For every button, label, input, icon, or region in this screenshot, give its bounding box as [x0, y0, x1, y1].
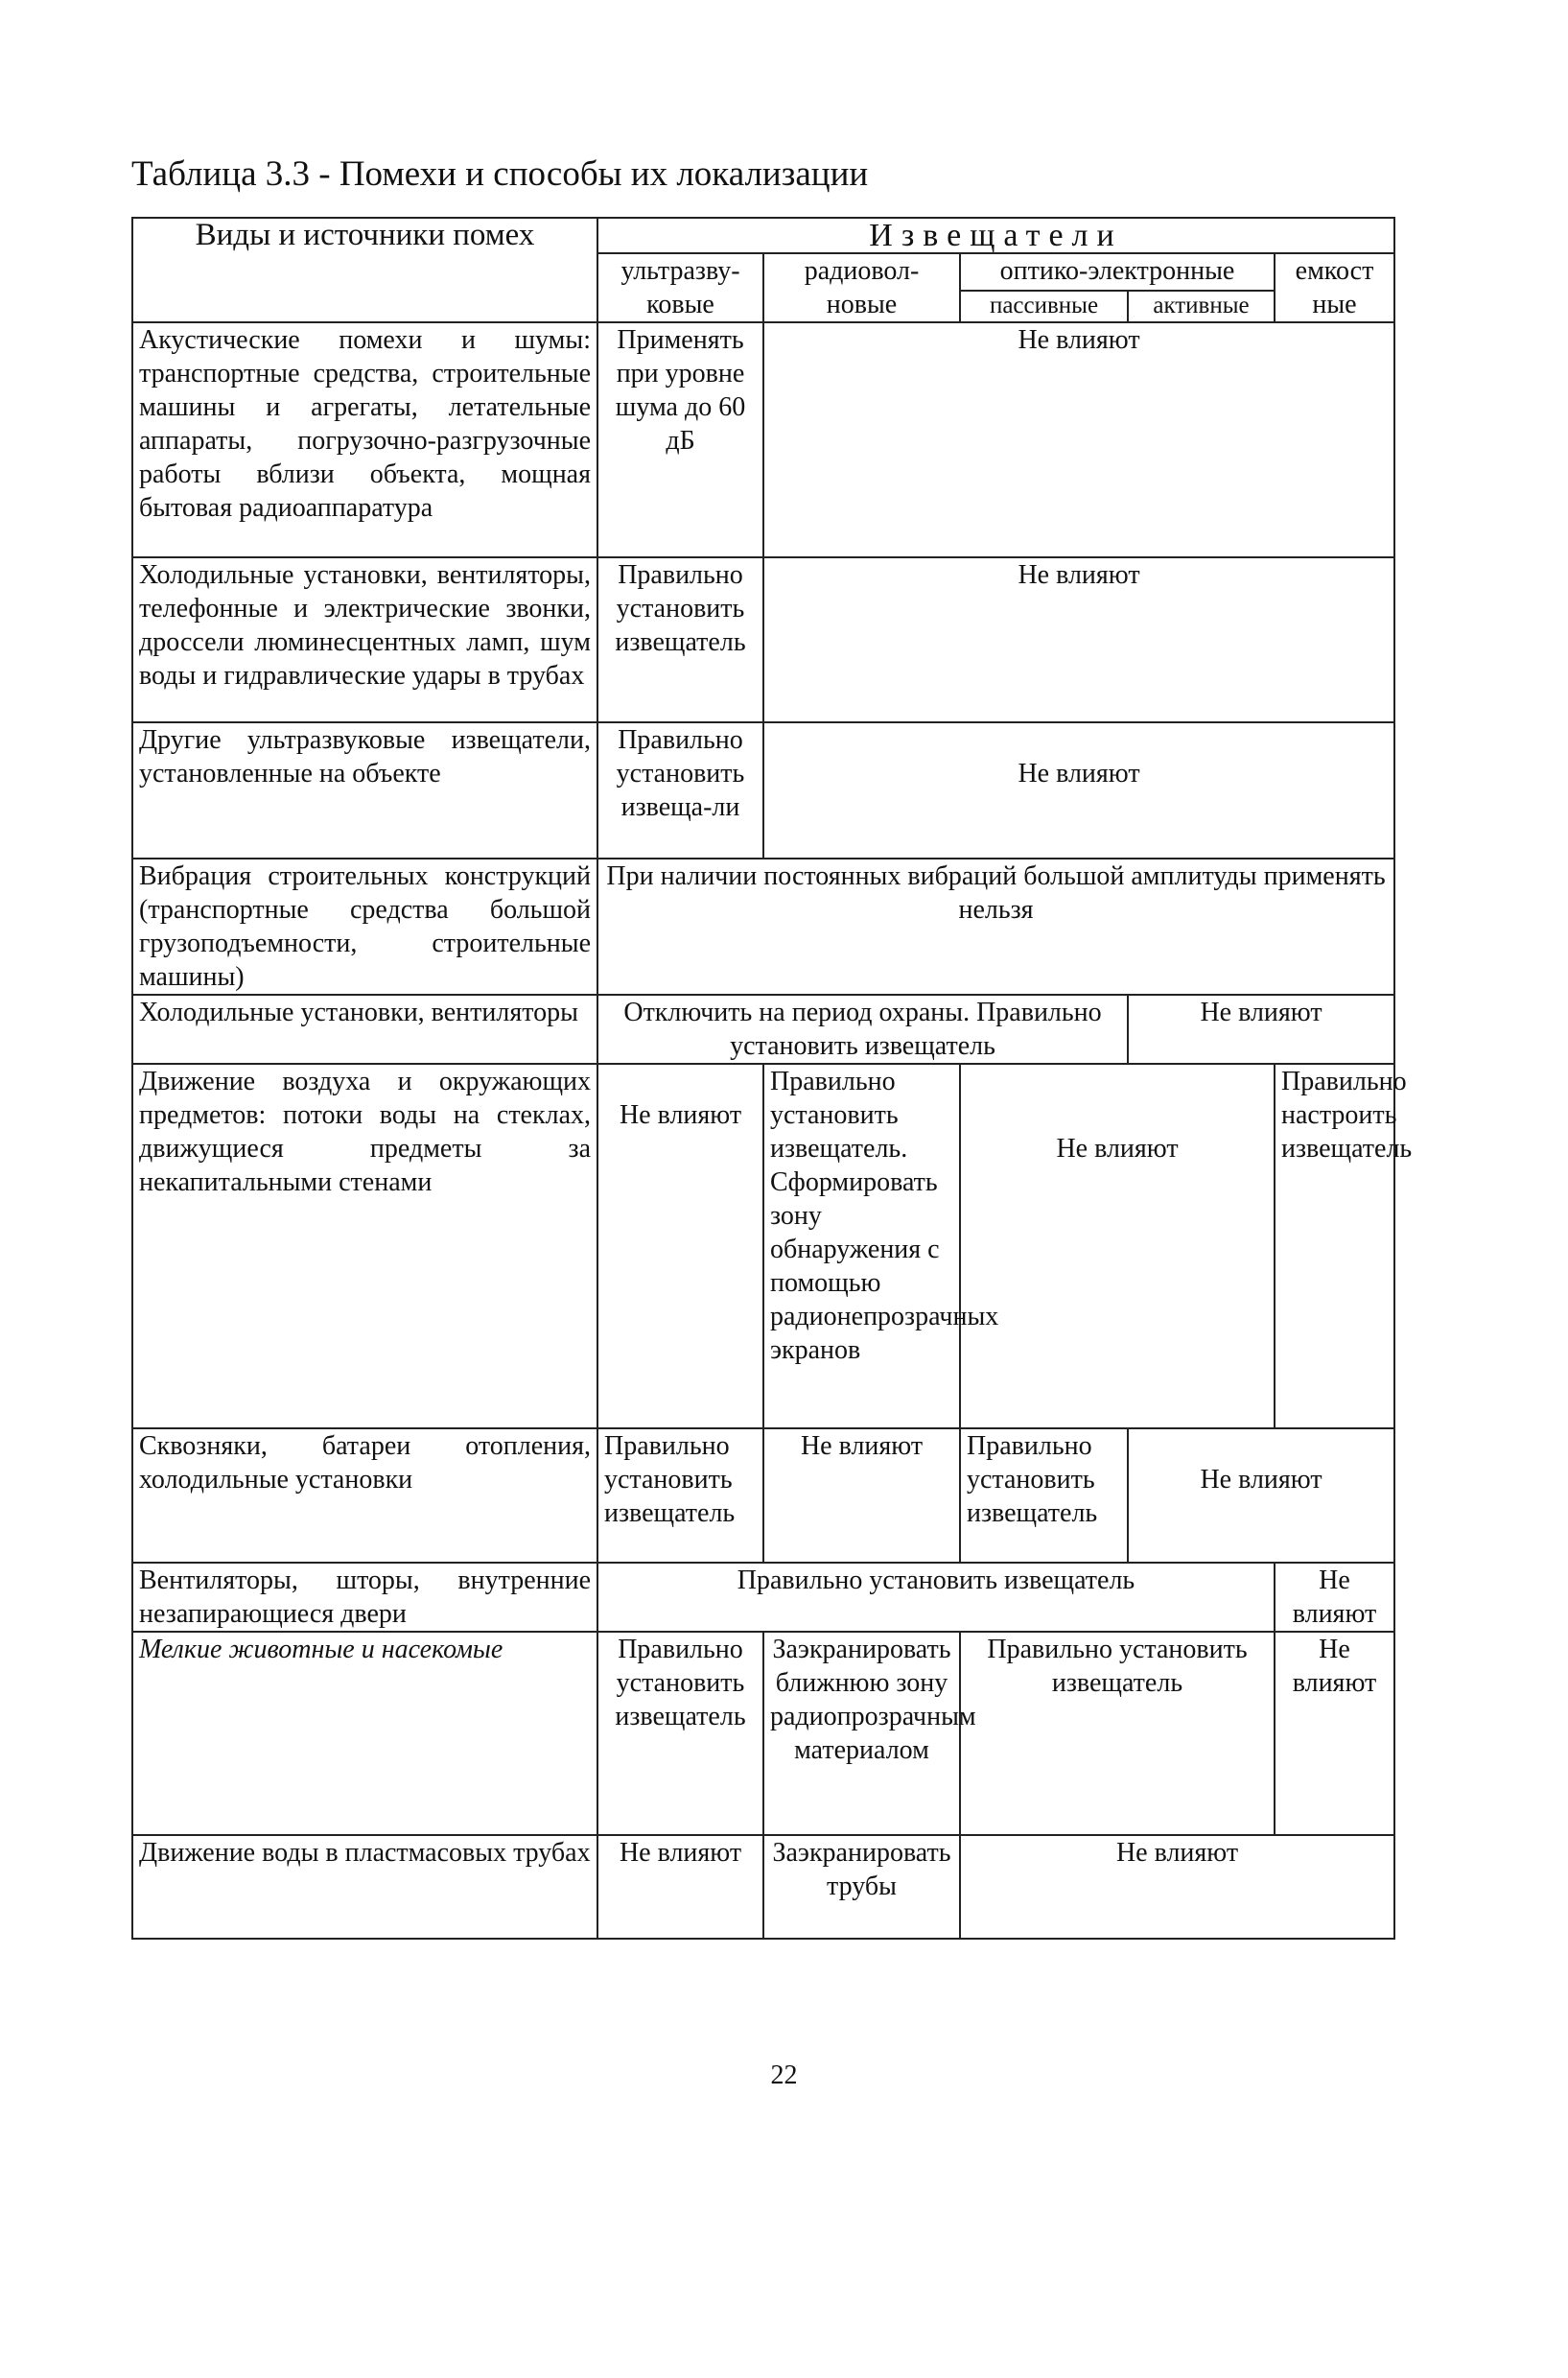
header-sources: Виды и источники помех [132, 218, 597, 322]
table-row [132, 557, 1394, 722]
row-source: Сквозняки, батареи отопления, холодильные установки [132, 1428, 597, 1563]
table-row [132, 1835, 1394, 1939]
table-row [132, 1563, 1394, 1632]
row-source: Акустические помехи и шумы: транспортные средства, строительные машины и агрегаты, летательные аппараты, погрузочно-разгрузочные работы вблизи объекта, мощная бытовая радиоаппаратура [132, 322, 597, 557]
table-row [132, 1064, 1394, 1428]
row-source: Вибрация строительных конструкций (транспортные средства большой грузоподъемности, строительные машины) [132, 859, 597, 995]
cell-optoelectronic: Правильно установить извещатель [960, 1632, 1275, 1835]
cell-radiowave: Не влияют [763, 1428, 960, 1563]
cell-all-detectors: При наличии постоянных вибраций большой амплитуды применять нельзя [597, 859, 1394, 995]
cell-radiowave: Заэкранировать трубы [763, 1835, 960, 1939]
table-row [132, 1428, 1394, 1563]
cell-ultrasonic: Не влияют [597, 1835, 763, 1939]
cell-ultrasonic: Правильно установить извещатель [597, 1632, 763, 1835]
header-ultrasonic: ультразву-ковые [597, 253, 763, 322]
row-source: Холодильные установки, вентиляторы [132, 995, 597, 1064]
table-row [132, 1632, 1394, 1835]
cell-capacitive: Правильно настроить извещатель [1275, 1064, 1394, 1428]
cell-main: Правильно установить извещатель [597, 1563, 1275, 1632]
cell-others: Не влияют [960, 1835, 1394, 1939]
cell-others: Не влияют [763, 557, 1394, 722]
table-row [132, 322, 1394, 557]
cell-ultrasonic: Применять при уровне шума до 60 дБ [597, 322, 763, 557]
cell-ultrasonic: Правильно установить извеща-ли [597, 722, 763, 859]
header-passive: пассивные [960, 291, 1128, 322]
cell-radiowave: Заэкранировать ближнюю зону радиопрозрачным материалом [763, 1632, 960, 1835]
cell-ultrasonic-radio: Отключить на период охраны. Правильно установить извещатель [597, 995, 1128, 1064]
row-source: Другие ультразвуковые извещатели, установленные на объекте [132, 722, 597, 859]
cell-capacitive: Не влияют [1275, 1563, 1394, 1632]
header-capacitive: емкост ные [1275, 253, 1394, 322]
cell-others: Не влияют [763, 322, 1394, 557]
page-number: 22 [770, 2060, 798, 2090]
row-source: Мелкие животные и насекомые [132, 1632, 597, 1835]
cell-ultrasonic: Не влияют [597, 1064, 763, 1428]
table-row [132, 722, 1394, 859]
cell-radiowave: Правильно установить извещатель. Сформировать зону обнаружения с помощью радионепрозрачных экранов [763, 1064, 960, 1428]
interference-table [131, 217, 1413, 1940]
cell-others: Не влияют [1128, 995, 1394, 1064]
cell-ultrasonic: Правильно установить извещатель [597, 1428, 763, 1563]
table-row [132, 859, 1394, 995]
header-active: активные [1128, 291, 1275, 322]
header-optoelectronic: оптико-электронные [960, 253, 1275, 291]
cell-ultrasonic: Правильно установить извещатель [597, 557, 763, 722]
cell-optoelectronic: Не влияют [960, 1064, 1275, 1428]
row-source: Движение воды в пластмасовых трубах [132, 1835, 597, 1939]
cell-passive: Правильно установить извещатель [960, 1428, 1128, 1563]
header-detectors: Извещатели [597, 218, 1394, 253]
cell-others: Не влияют [763, 722, 1394, 859]
table-caption: Таблица 3.3 - Помехи и способы их локализации [131, 154, 869, 194]
table-row [132, 995, 1394, 1064]
cell-capacitive: Не влияют [1275, 1632, 1394, 1835]
cell-others: Не влияют [1128, 1428, 1394, 1563]
row-source: Движение воздуха и окружающих предметов: потоки воды на стеклах, движущиеся предметы за некапитальными стенами [132, 1064, 597, 1428]
row-source: Вентиляторы, шторы, внутренние незапирающиеся двери [132, 1563, 597, 1632]
row-source: Холодильные установки, вентиляторы, телефонные и электрические звонки, дроссели люминесцентных ламп, шум воды и гидравлические удары в трубах [132, 557, 597, 722]
header-radiowave: радиовол-новые [763, 253, 960, 322]
header-row-1 [132, 218, 1394, 253]
